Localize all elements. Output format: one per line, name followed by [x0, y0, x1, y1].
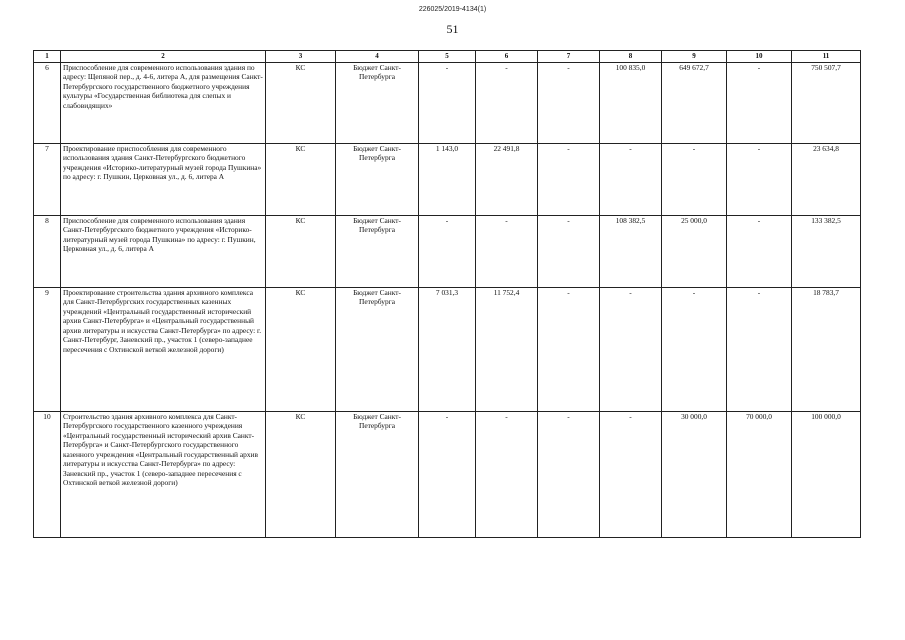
cell-col11: 100 000,0: [792, 412, 861, 538]
column-header: 6: [476, 51, 538, 63]
page-number: 51: [446, 22, 459, 36]
table-row: [34, 63, 861, 144]
row-funding-source: Бюджет Санкт-Петербурга: [336, 63, 419, 144]
cell-col11: 750 507,7: [792, 63, 861, 144]
cell-col8: -: [600, 144, 662, 216]
cell-col6: 22 491,8: [476, 144, 538, 216]
cell-col8: 108 382,5: [600, 216, 662, 288]
row-number: 7: [34, 144, 61, 216]
cell-col6: 11 752,4: [476, 288, 538, 412]
column-header: 2: [61, 51, 266, 63]
cell-col8: -: [600, 412, 662, 538]
cell-col5: 7 031,3: [419, 288, 476, 412]
column-header: 1: [34, 51, 61, 63]
cell-col9: 25 000,0: [662, 216, 727, 288]
row-code: КС: [266, 288, 336, 412]
cell-col10: -: [727, 63, 792, 144]
table-row: [34, 216, 861, 288]
table-row: [34, 144, 861, 216]
cell-col9: -: [662, 288, 727, 412]
column-header: 4: [336, 51, 419, 63]
row-code: КС: [266, 216, 336, 288]
row-funding-source: Бюджет Санкт-Петербурга: [336, 144, 419, 216]
cell-col8: 100 835,0: [600, 63, 662, 144]
column-header: 5: [419, 51, 476, 63]
cell-col5: -: [419, 63, 476, 144]
table-row: [34, 412, 861, 538]
cell-col7: -: [538, 63, 600, 144]
cell-col7: -: [538, 412, 600, 538]
column-header: 11: [792, 51, 861, 63]
row-funding-source: Бюджет Санкт-Петербурга: [336, 412, 419, 538]
row-funding-source: Бюджет Санкт-Петербурга: [336, 216, 419, 288]
cell-col7: -: [538, 288, 600, 412]
row-description: Приспособление для современного использования здания Санкт-Петербургского бюджетного учреждения «Историко-литературный музей города Пушкина» по адресу: г. Пушкин, Церковная ул., д. 6, литера А: [61, 216, 266, 288]
cell-col10: 70 000,0: [727, 412, 792, 538]
cell-col6: -: [476, 216, 538, 288]
cell-col9: -: [662, 144, 727, 216]
cell-col10: -: [727, 216, 792, 288]
table-row: [34, 288, 861, 412]
table-header-row: [34, 51, 861, 63]
cell-col8: -: [600, 288, 662, 412]
cell-col5: 1 143,0: [419, 144, 476, 216]
row-code: КС: [266, 63, 336, 144]
cell-col6: -: [476, 412, 538, 538]
row-code: КС: [266, 144, 336, 216]
column-header: 10: [727, 51, 792, 63]
row-funding-source: Бюджет Санкт-Петербурга: [336, 288, 419, 412]
document-id: 226025/2019-4134(1): [418, 6, 487, 13]
column-header: 7: [538, 51, 600, 63]
cell-col10: -: [727, 288, 792, 412]
budget-table: [33, 50, 861, 538]
row-description: Приспособление для современного использования здания по адресу: Щепяной пер., д. 4-6, литера А, для размещения Санкт-Петербургского государственного бюджетного учреждения культуры «Государственная библиотека для слепых и слабовидящих»: [61, 63, 266, 144]
column-header: 8: [600, 51, 662, 63]
cell-col6: -: [476, 63, 538, 144]
row-description: Строительство здания архивного комплекса для Санкт-Петербургского государственного казенного учреждения «Центральный государственный исторический архив Санкт-Петербурга» и Санкт-Петербургского государственного казенного учреждения «Центральный государственный архив литературы и искусства Санкт-Петербурга» по адресу: Заневский пр., участок 1 (северо-западнее пересечения с Охтинской веткой железной дороги): [61, 412, 266, 538]
cell-col11: 133 382,5: [792, 216, 861, 288]
row-description: Проектирование строительства здания архивного комплекса для Санкт-Петербургских государственных казенных учреждений «Центральный государственный исторический архив Санкт-Петербурга» и «Центральный государственный архив литературы и искусства Санкт-Петербурга» по адресу: г. Санкт-Петербург, Заневский пр., участок 1 (северо-западнее пересечения с Охтинской веткой железной дороги): [61, 288, 266, 412]
cell-col7: -: [538, 216, 600, 288]
row-description: Проектирование приспособления для современного использования здания Санкт-Петербургского бюджетного учреждения «Историко-литературный музей города Пушкина» по адресу: г. Пушкин, Церковная ул., д. 6, литера А: [61, 144, 266, 216]
column-header: 3: [266, 51, 336, 63]
column-header: 9: [662, 51, 727, 63]
row-number: 6: [34, 63, 61, 144]
cell-col9: 30 000,0: [662, 412, 727, 538]
row-number: 9: [34, 288, 61, 412]
cell-col7: -: [538, 144, 600, 216]
cell-col11: 23 634,8: [792, 144, 861, 216]
cell-col11: 18 783,7: [792, 288, 861, 412]
cell-col5: -: [419, 216, 476, 288]
row-number: 10: [34, 412, 61, 538]
cell-col9: 649 672,7: [662, 63, 727, 144]
cell-col10: -: [727, 144, 792, 216]
row-number: 8: [34, 216, 61, 288]
cell-col5: -: [419, 412, 476, 538]
row-code: КС: [266, 412, 336, 538]
